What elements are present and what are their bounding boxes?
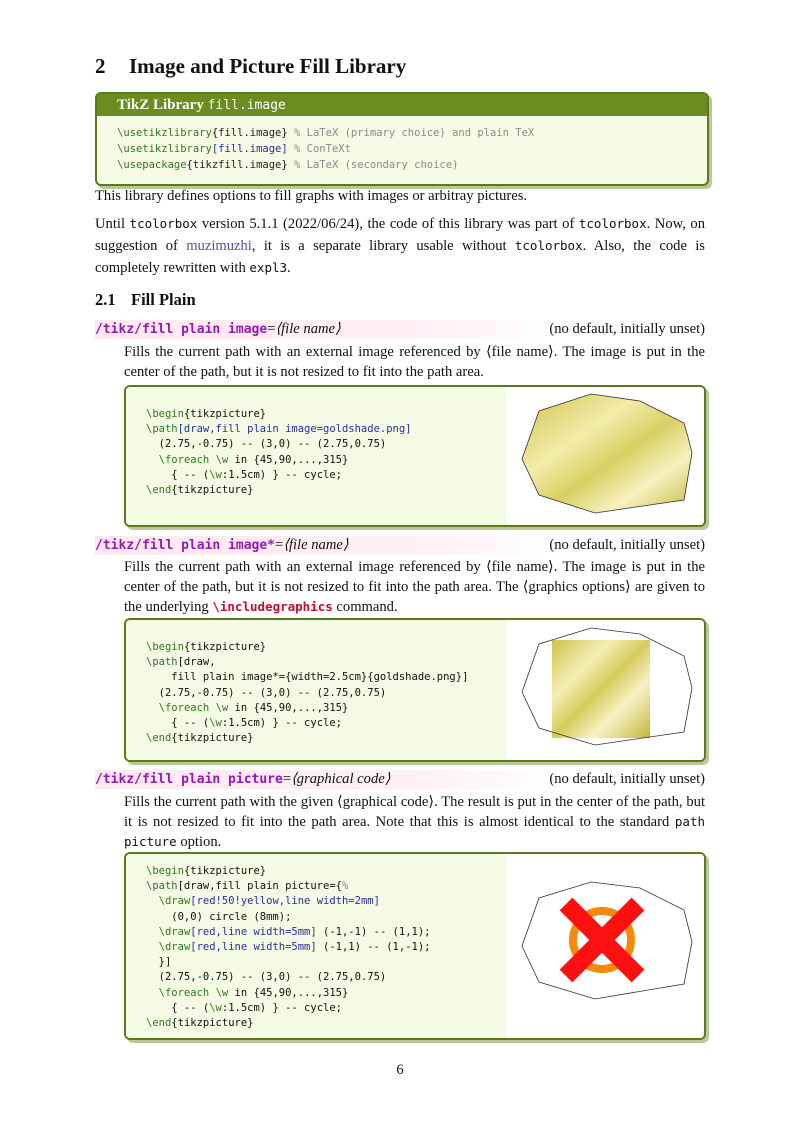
key-name[interactable]: /tikz/fill plain picture [95, 772, 283, 787]
example-output [506, 387, 704, 525]
library-box-code [97, 116, 707, 173]
key-name[interactable]: /tikz/fill plain image [95, 322, 268, 337]
cross-circle-figure [506, 854, 702, 1034]
example-output [506, 854, 704, 1038]
library-line: \usepackage{tikzfill.image} % LaTeX (secondary choice) [117, 159, 459, 171]
subsection-title-text: Fill Plain [131, 290, 196, 309]
key-fill-plain-image-star: /tikz/fill plain image*=⟨file name⟩ (no default, initially unset) [95, 537, 705, 553]
library-line: \usetikzlibrary[fill.image] % ConTeXt [117, 143, 351, 155]
key-value: ⟨graphical code⟩ [291, 771, 391, 787]
example-code: \begin{tikzpicture} \path[draw,fill plain picture={% \draw[red!50!yellow,line width=2mm] (0,0) circle (8mm); \draw[red,line width=5mm] (-1,-1) -- (1,1); \draw[red,line width=5mm] (-1,1) -- (1,-1); }] (2.75,-0.75) -- (3,0) -- (2.75,0.75) \foreach \w in {45,90,...,315} { -- (\w:1.5cm) } -- cycle; \end{tikzpicture} [126, 854, 506, 1038]
section-title-text: Image and Picture Fill Library [129, 54, 407, 78]
page-number: 6 [396, 1062, 404, 1078]
gold-square-figure [506, 620, 702, 756]
key-name[interactable]: /tikz/fill plain image* [95, 538, 276, 553]
filled-polygon [522, 394, 692, 513]
subsection-title [95, 290, 196, 310]
example-box [124, 618, 706, 762]
subsection-number: 2.1 [95, 290, 116, 309]
key-fill-plain-image: /tikz/fill plain image=⟨file name⟩ (no default, initially unset) [95, 321, 705, 337]
library-box-title-prefix: TikZ Library [117, 97, 204, 113]
library-box [95, 92, 709, 186]
history-paragraph: Until tcolorbox version 5.1.1 (2022/06/24), the code of this library was part of tcolorbox. Now, on suggestion of muzimuzhi, it is a separate library usable without tcolorbox. Also, the code is completely rewritten with expl3. [95, 216, 705, 276]
key-default: (no default, initially unset) [549, 537, 705, 553]
section-number: 2 [95, 54, 106, 78]
key-value: ⟨file name⟩ [283, 537, 349, 553]
gold-polygon-figure [506, 387, 702, 521]
library-box-title-name: fill.image [207, 98, 286, 113]
example-code: \begin{tikzpicture} \path[draw, fill plain image*={width=2.5cm}{goldshade.png}] (2.75,-0.75) -- (3,0) -- (2.75,0.75) \foreach \w in {45,90,...,315} { -- (\w:1.5cm) } -- cycle; \end{tikzpicture} [126, 620, 506, 760]
filled-image [552, 640, 650, 738]
key-default: (no default, initially unset) [549, 321, 705, 337]
key-default: (no default, initially unset) [549, 771, 705, 787]
example-box [124, 852, 706, 1040]
muzimuzhi-link[interactable]: muzimuzhi [186, 238, 252, 254]
library-box-header [97, 94, 707, 116]
section-title [95, 54, 406, 79]
key-description: Fills the current path with the given ⟨graphical code⟩. The result is put in the center of the path, but it is not resized to fit into the path area. Note that this is almost identical to the standard path picture option. [124, 794, 705, 850]
key-value: ⟨file name⟩ [275, 321, 341, 337]
intro-paragraph: This library defines options to fill graphs with images or arbitray pictures. [95, 188, 528, 204]
key-fill-plain-picture: /tikz/fill plain picture=⟨graphical code⟩ (no default, initially unset) [95, 771, 705, 787]
example-box [124, 385, 706, 527]
key-description: Fills the current path with an external image referenced by ⟨file name⟩. The image is put in the center of the path, but it is not resized to fit into the path area. [124, 344, 705, 380]
library-line: \usetikzlibrary{fill.image} % LaTeX (primary choice) and plain TeX [117, 127, 535, 139]
key-description: Fills the current path with an external image referenced by ⟨file name⟩. The image is put in the center of the path, but it is not resized to fit into the path area. The ⟨graphics options⟩ are given to the underlying \includegraphics command. [124, 559, 705, 615]
example-code: \begin{tikzpicture} \path[draw,fill plain image=goldshade.png] (2.75,-0.75) -- (3,0) -- (2.75,0.75) \foreach \w in {45,90,...,315} { -- (\w:1.5cm) } -- cycle; \end{tikzpicture} [126, 387, 506, 525]
example-output [506, 620, 704, 760]
